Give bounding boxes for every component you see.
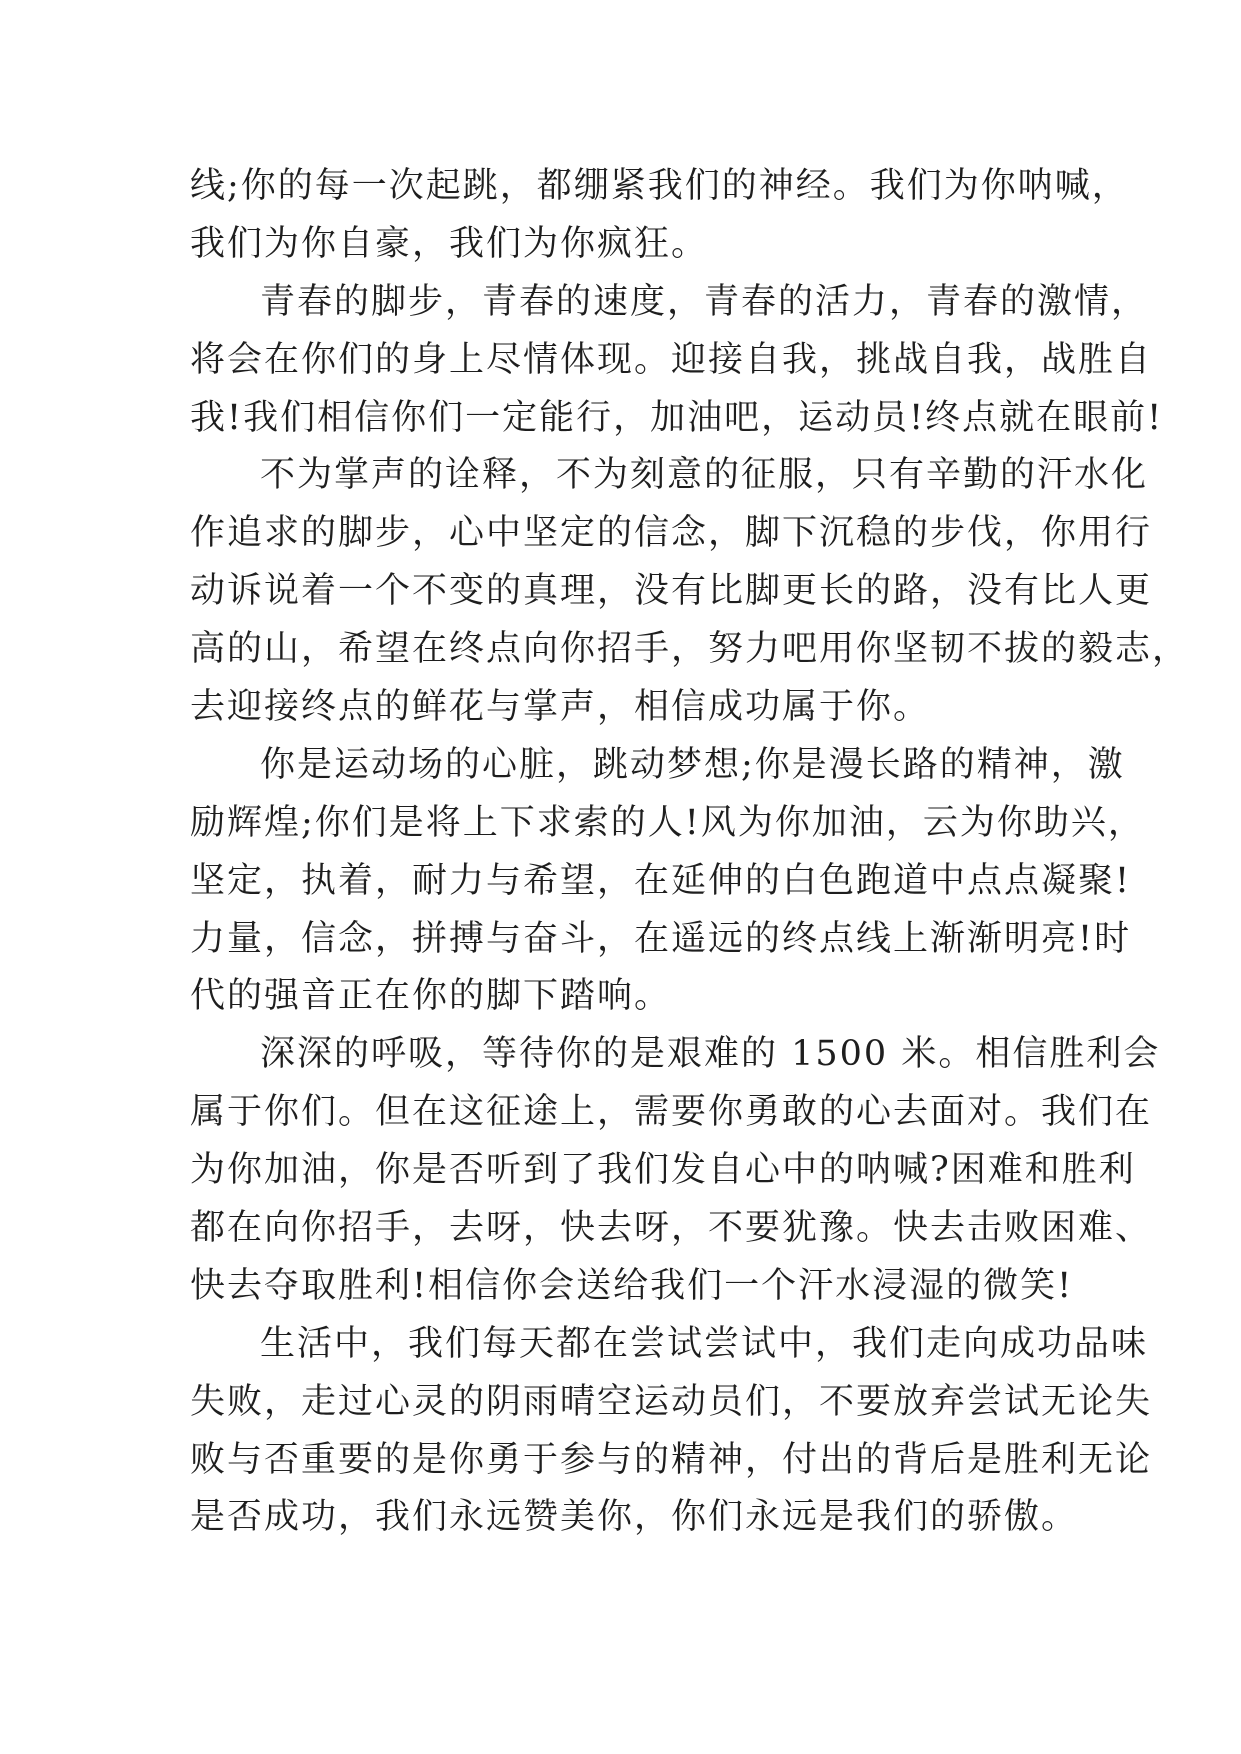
text-line: 为你加油，你是否听到了我们发自心中的呐喊?困难和胜利: [190, 1150, 1136, 1191]
text-line: 作追求的脚步，心中坚定的信念，脚下沉稳的步伐，你用行: [190, 513, 1153, 554]
text-line: 力量，信念，拼搏与奋斗，在遥远的终点线上渐渐明亮!时: [190, 918, 1132, 959]
text-line: 不为掌声的诠释，不为刻意的征服，只有辛勤的汗水化: [260, 455, 1149, 496]
text-line: 我!我们相信你们一定能行，加油吧，运动员!终点就在眼前!: [190, 397, 1164, 438]
text-line: 属于你们。但在这征途上，需要你勇敢的心去面对。我们在: [190, 1092, 1153, 1133]
text-line: 将会在你们的身上尽情体现。迎接自我，挑战自我，战胜自: [190, 339, 1153, 380]
text-line: 都在向你招手，去呀，快去呀，不要犹豫。快去击败困难、: [190, 1208, 1153, 1249]
text-line: 高的山，希望在终点向你招手，努力吧用你坚韧不拔的毅志，: [190, 629, 1190, 670]
text-line: 我们为你自豪，我们为你疯狂。: [190, 223, 709, 264]
text-line: 线;你的每一次起跳，都绷紧我们的神经。我们为你呐喊，: [190, 166, 1129, 206]
text-line: 深深的呼吸，等待你的是艰难的 1500 米。相信胜利会: [260, 1034, 1161, 1075]
text-line: 励辉煌;你们是将上下求索的人!风为你加油，云为你助兴，: [190, 802, 1145, 843]
text-line: 坚定，执着，耐力与希望，在延伸的白色跑道中点点凝聚!: [190, 860, 1132, 901]
text-line: 是否成功，我们永远赞美你，你们永远是我们的骄傲。: [190, 1497, 1079, 1538]
text-line: 快去夺取胜利!相信你会送给我们一个汗水浸湿的微笑!: [190, 1265, 1074, 1306]
text-line: 你是运动场的心脏，跳动梦想;你是漫长路的精神，激: [260, 744, 1125, 785]
text-line: 失败，走过心灵的阴雨晴空运动员们，不要放弃尝试无论失: [190, 1381, 1153, 1422]
text-line: 败与否重要的是你勇于参与的精神，付出的背后是胜利无论: [190, 1439, 1153, 1480]
text-line: 青春的脚步，青春的速度，青春的活力，青春的激情，: [260, 281, 1149, 322]
text-line: 代的强音正在你的脚下踏响。: [190, 976, 672, 1017]
text-line: 生活中，我们每天都在尝试尝试中，我们走向成功品味: [260, 1323, 1149, 1364]
document-body: [190, 158, 1190, 1547]
text-line: 去迎接终点的鲜花与掌声，相信成功属于你。: [190, 687, 931, 728]
text-line: 动诉说着一个不变的真理，没有比脚更长的路，没有比人更: [190, 571, 1153, 612]
